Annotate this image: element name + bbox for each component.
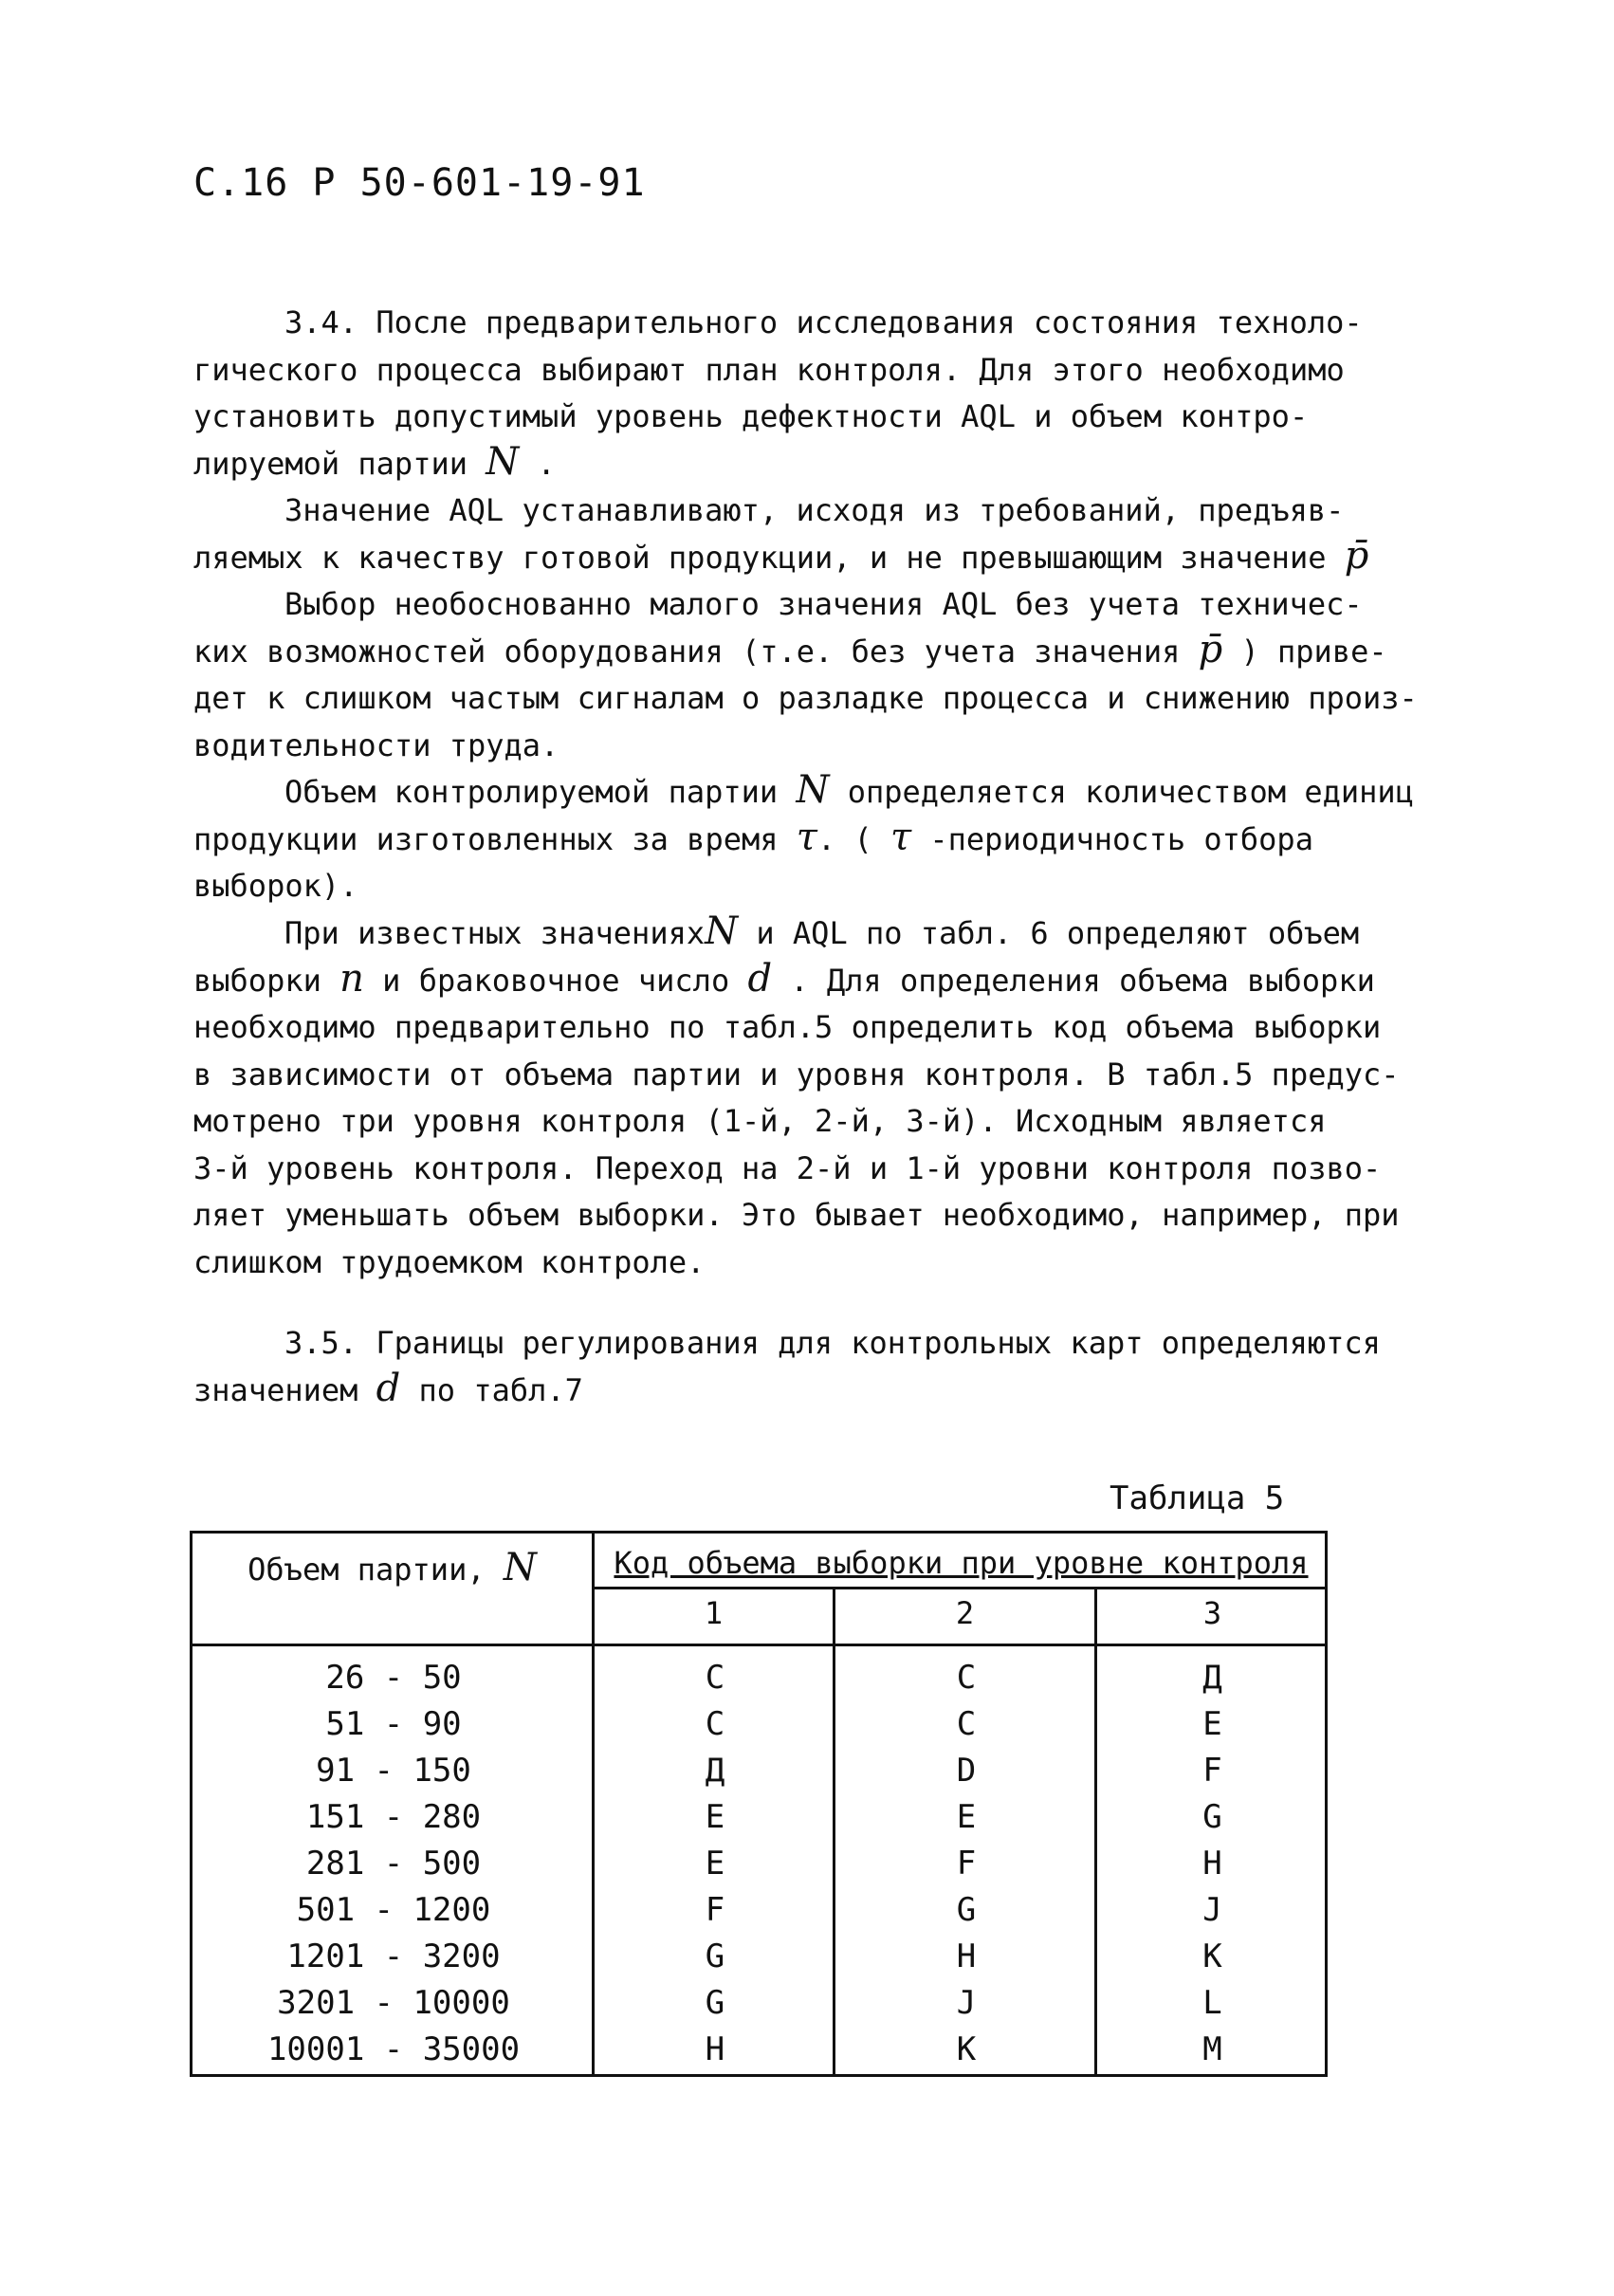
text-line <box>193 629 1474 676</box>
text-line: водительности труда. <box>193 726 559 763</box>
text-line: слишком трудоемком контроле. <box>193 1243 706 1280</box>
symbol-p-bar: p̄ <box>1198 627 1223 671</box>
cell-level-3: F <box>1202 1752 1222 1790</box>
text-fragment: и браковочное число <box>382 962 730 999</box>
header-level-2: 2 <box>835 1589 1097 1644</box>
text-fragment: ) приве- <box>1240 633 1387 670</box>
text-fragment: ких возможностей оборудования (т.е. без учета значения <box>193 633 1181 670</box>
table-row <box>193 1980 1325 2027</box>
cell-level-1: C <box>705 1659 725 1697</box>
cell-level-1: H <box>705 2030 725 2068</box>
cell-lot-range: 501 - 1200 <box>296 1891 491 1929</box>
cell-level-1: E <box>705 1798 725 1836</box>
text-line: Значение AQL устанавливают, исходя из требований, предъяв- <box>284 492 1345 528</box>
header-levels <box>595 1587 1328 1644</box>
cell-level-3: M <box>1202 2030 1222 2068</box>
symbol-d: d <box>376 1366 401 1410</box>
text-line <box>193 1368 1474 1415</box>
text-line: мотрено три уровня контроля (1-й, 2-й, 3-й). Исходным является <box>193 1103 1327 1139</box>
cell-level-1: G <box>705 1938 725 1975</box>
text-fragment: значением <box>193 1371 358 1408</box>
symbol-p-bar: p̄ <box>1344 533 1369 578</box>
table-row <box>193 1701 1325 1748</box>
text-line: Выбор необоснованно малого значения AQL без учета техничес- <box>284 586 1363 622</box>
cell-level-2: D <box>956 1752 977 1790</box>
cell-level-1: F <box>705 1891 725 1929</box>
text-fragment: выборки <box>193 962 321 999</box>
text-fragment: . Для определения объема выборки <box>790 962 1375 999</box>
cell-level-1: E <box>705 1845 725 1883</box>
text-line <box>193 817 1474 864</box>
table-row <box>193 1934 1325 1980</box>
symbol-n-capital: N <box>486 439 520 484</box>
cell-level-2: E <box>956 1798 977 1836</box>
cell-lot-range: 26 - 50 <box>325 1659 462 1697</box>
cell-lot-range: 51 - 90 <box>325 1705 462 1743</box>
table-row <box>193 2027 1325 2073</box>
header-code-label: Код объема выборки при уровне контроля <box>614 1545 1309 1581</box>
cell-lot-range: 91 - 150 <box>316 1752 471 1790</box>
symbol-tau: τ <box>890 815 912 859</box>
text-fragment: При известных значениях <box>284 915 706 951</box>
cell-level-1: Д <box>705 1752 725 1790</box>
cell-level-3: J <box>1202 1891 1222 1929</box>
table-row <box>193 1841 1325 1887</box>
text-line: необходимо предварительно по табл.5 определить код объема выборки <box>193 1009 1382 1045</box>
header-code-group <box>595 1534 1328 1644</box>
symbol-tau: τ <box>796 815 817 859</box>
text-line <box>193 441 1474 488</box>
cell-level-2: J <box>956 1984 977 2022</box>
text-fragment: по табл.7 <box>418 1371 583 1408</box>
text-line <box>193 910 1474 958</box>
header-lot-volume-label: Объем партии, <box>248 1552 486 1588</box>
text-line: 3-й уровень контроля. Переход на 2-й и 1-й уровни контроля позво- <box>193 1149 1382 1186</box>
text-fragment: продукции изготовленных за время <box>193 820 779 857</box>
symbol-n-capital: N <box>503 1546 537 1589</box>
paragraph-known-values <box>193 910 1474 1286</box>
cell-lot-range: 1201 - 3200 <box>286 1938 501 1975</box>
symbol-n-small: n <box>339 956 364 1001</box>
cell-level-3: H <box>1202 1845 1222 1883</box>
table-row <box>193 1794 1325 1841</box>
text-line <box>193 535 1474 582</box>
cell-level-1: C <box>705 1705 725 1743</box>
text-fragment: ляемых к качеству готовой продукции, и не превышающим значение <box>193 539 1327 576</box>
header-level-1: 1 <box>595 1589 835 1644</box>
text-fragment: Объем контролируемой партии <box>284 774 779 810</box>
text-fragment: и AQL по табл. 6 определяют объем <box>756 915 1360 951</box>
cell-level-2: C <box>956 1705 977 1743</box>
text-line: гического процесса выбирают план контроля. Для этого необходимо <box>193 351 1345 388</box>
text-fragment: . <box>537 445 556 482</box>
text-line: выборок). <box>193 868 358 904</box>
text-line <box>193 958 1474 1005</box>
cell-level-3: L <box>1202 1984 1222 2022</box>
text-line: установить допустимый уровень дефектности AQL и объем контро- <box>193 398 1309 434</box>
cell-lot-range: 281 - 500 <box>305 1845 482 1883</box>
symbol-n-capital: N <box>796 768 830 812</box>
header-level-3: 3 <box>1202 1595 1222 1631</box>
cell-level-3: Д <box>1202 1659 1222 1697</box>
cell-level-2: K <box>956 2030 977 2068</box>
cell-level-2: G <box>956 1891 977 1929</box>
header-lot-volume <box>193 1534 595 1644</box>
cell-level-3: K <box>1202 1938 1222 1975</box>
paragraph-lot-volume <box>193 769 1474 910</box>
cell-level-2: F <box>956 1845 977 1883</box>
cell-lot-range: 10001 - 35000 <box>266 2030 521 2068</box>
table-caption: Таблица 5 <box>1110 1479 1285 1517</box>
paragraph-aql-choice <box>193 581 1474 769</box>
table-row <box>193 1655 1325 1701</box>
symbol-d: d <box>747 956 773 1001</box>
text-line <box>193 769 1474 817</box>
text-fragment: лируемой партии <box>193 445 468 482</box>
table-row <box>193 1887 1325 1934</box>
cell-level-3: E <box>1202 1705 1222 1743</box>
text-line: дет к слишком частым сигналам о разладке процесса и снижению произ- <box>193 680 1418 716</box>
table-5 <box>190 1531 1328 2077</box>
paragraph-3-5 <box>193 1320 1474 1414</box>
table-body <box>193 1655 1325 2073</box>
cell-level-2: H <box>956 1938 977 1975</box>
cell-level-3: G <box>1202 1798 1222 1836</box>
text-fragment: -периодичность отбора <box>929 820 1313 857</box>
text-fragment: определяется количеством единиц <box>847 774 1414 810</box>
text-line: ляет уменьшать объем выборки. Это бывает необходимо, например, при <box>193 1197 1400 1233</box>
text-line: в зависимости от объема партии и уровня контроля. В табл.5 предус- <box>193 1056 1400 1093</box>
page-header: С.16 Р 50-601-19-91 <box>193 161 646 205</box>
text-fragment: . ( <box>816 820 872 857</box>
text-line: 3.4. После предварительного исследования состояния техноло- <box>284 304 1363 340</box>
paragraph-3-4 <box>193 300 1474 487</box>
cell-level-2: C <box>956 1659 977 1697</box>
paragraph-aql-value <box>193 487 1474 581</box>
cell-level-1: G <box>705 1984 725 2022</box>
text-line: 3.5. Границы регулирования для контрольных карт определяются <box>284 1325 1381 1361</box>
symbol-n-capital: N <box>705 909 739 953</box>
table-row <box>193 1748 1325 1794</box>
cell-lot-range: 151 - 280 <box>305 1798 482 1836</box>
cell-lot-range: 3201 - 10000 <box>277 1984 510 2022</box>
